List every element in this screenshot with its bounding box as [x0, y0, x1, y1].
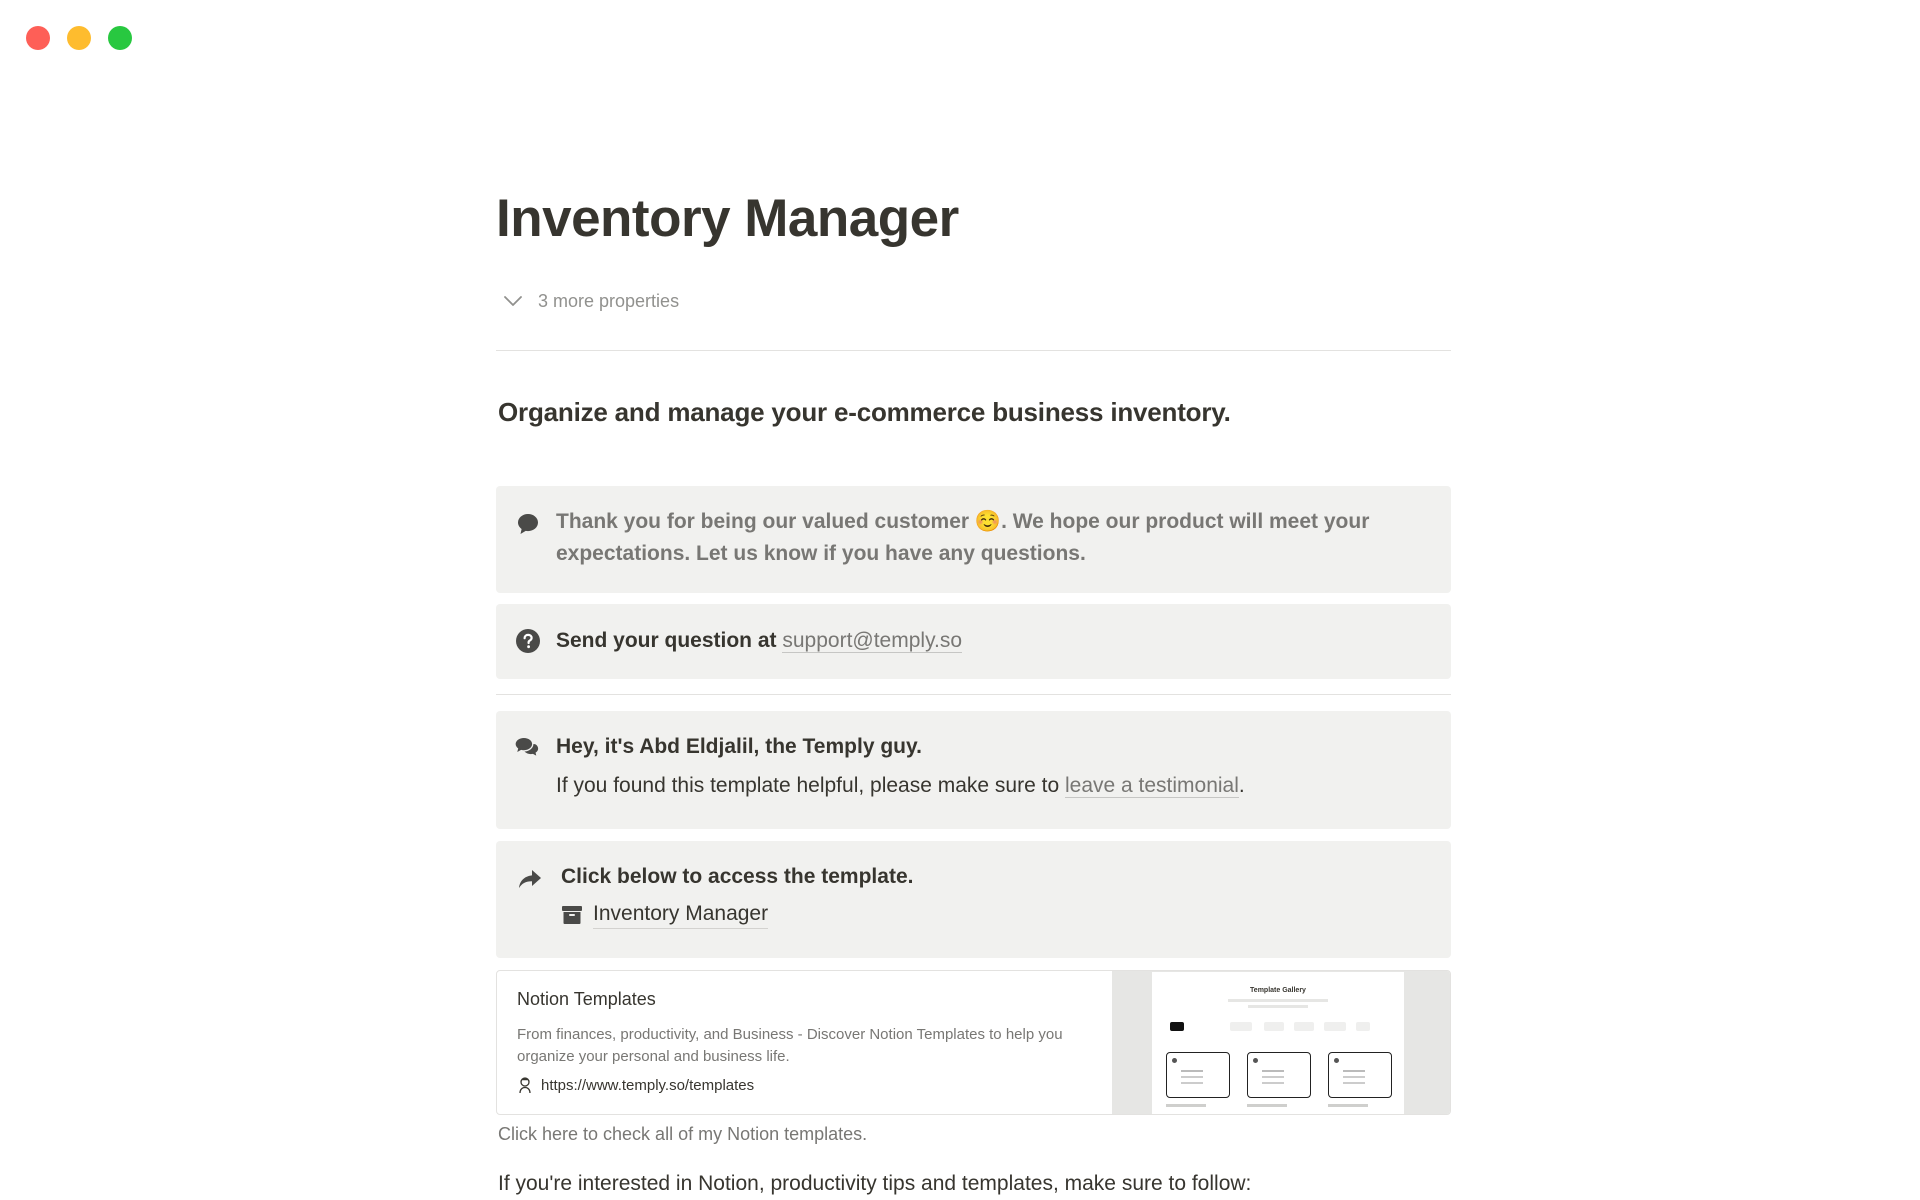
testimonial-period: . — [1238, 774, 1245, 797]
inventory-manager-page-link[interactable] — [561, 900, 1411, 929]
author-callout[interactable] — [496, 711, 1451, 829]
bookmark-url: https://www.temply.so/templates — [541, 1076, 755, 1094]
testimonial-request-text: If you found this template helpful, please make sure to — [556, 774, 1065, 797]
page-lead-heading[interactable]: Organize and manage your e-commerce business inventory. — [498, 397, 1231, 427]
archive-box-icon — [561, 904, 583, 926]
page-link-label: Inventory Manager — [593, 900, 768, 929]
access-template-heading: Click below to access the template. — [561, 865, 914, 888]
divider — [496, 694, 1451, 695]
question-callout[interactable] — [496, 604, 1451, 679]
minimize-window-button[interactable] — [67, 26, 91, 50]
chat-bubbles-icon — [514, 733, 542, 761]
question-circle-icon — [514, 627, 542, 655]
chevron-down-icon — [502, 290, 524, 312]
page-title[interactable]: Inventory Manager — [496, 189, 959, 248]
more-properties-label: 3 more properties — [538, 290, 680, 311]
support-email-link[interactable]: support@temply.so — [782, 629, 963, 652]
window-controls — [26, 26, 132, 50]
bookmark-title: Notion Templates — [517, 989, 656, 1009]
maximize-window-button[interactable] — [108, 26, 132, 50]
share-arrow-icon — [516, 865, 544, 893]
follow-paragraph[interactable]: If you're interested in Notion, productivity tips and templates, make sure to follow: — [498, 1172, 1252, 1195]
author-greeting: Hey, it's Abd Eldjalil, the Temply guy. — [556, 735, 922, 758]
leave-testimonial-link[interactable]: leave a testimonial — [1064, 774, 1239, 797]
favicon-icon — [517, 1076, 533, 1094]
question-text: Send your question at — [556, 629, 783, 652]
access-template-callout[interactable] — [496, 841, 1451, 958]
thanks-callout[interactable] — [496, 486, 1451, 593]
bookmark-caption: Click here to check all of my Notion templates. — [498, 1124, 868, 1144]
thanks-text-end: . We hope our product will meet your expectations. Let us know if you have any questions. — [556, 510, 1370, 565]
smiling-face-emoji: ☺️ — [974, 510, 1002, 533]
notion-templates-bookmark[interactable] — [496, 970, 1451, 1115]
speech-bubble-icon — [514, 510, 542, 538]
more-properties-toggle[interactable] — [502, 290, 679, 312]
thanks-text-start: Thank you for being our valued customer — [556, 510, 975, 533]
bookmark-thumbnail — [1112, 971, 1450, 1114]
divider — [496, 350, 1451, 351]
thumbnail-title: Template Gallery — [1250, 987, 1306, 994]
bookmark-description: From finances, productivity, and Business - Discover Notion Templates to help you organize your personal and business life. — [517, 1026, 1063, 1065]
close-window-button[interactable] — [26, 26, 50, 50]
